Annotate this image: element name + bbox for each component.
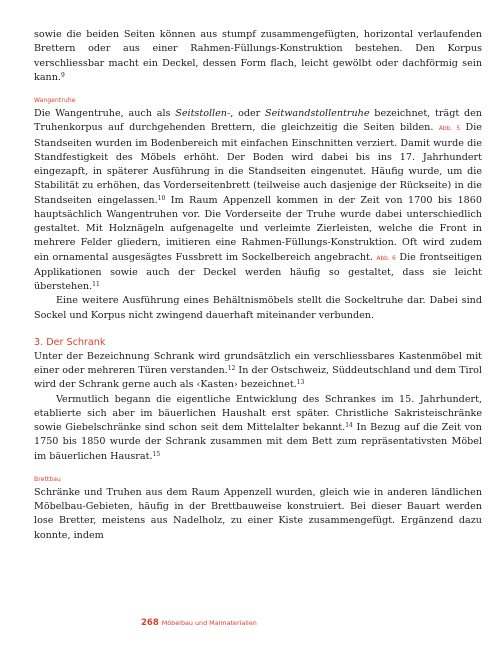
footnote-ref[interactable]: 10 bbox=[157, 194, 166, 202]
footnote-ref[interactable]: 14 bbox=[345, 422, 353, 429]
footnote-ref[interactable]: 13 bbox=[296, 379, 305, 387]
term-seitstollen: Seitstollen- bbox=[175, 108, 231, 119]
chapter-title: Möbelbau und Malmaterialien bbox=[161, 619, 257, 627]
section-heading-schrank: 3. Der Schrank bbox=[34, 336, 106, 348]
page-body bbox=[34, 28, 482, 543]
brettbau-paragraph-1: Schränke und Truhen aus dem Raum Appenzell wurden, gleich wie in anderen ländlichen Möbelbau-Gebieten, häufig in der Brettbauweise konstruiert. Bei dieser Bauart werden lose Bretter, meistens aus Nadelholz, zu einer Kiste zusammengefügt. Ergänzend dazu konnte, indem bbox=[34, 486, 482, 541]
intro-paragraph bbox=[34, 28, 482, 85]
intro-text: sowie die beiden Seiten können aus stumpf zusammengefügten, horizontal verlaufenden Brettern oder aus einer Rahmen-Füllungs-Konstruktion bestehen. Den Korpus verschliessbar macht ein Deckel, dessen Form flach, leicht gewölbt oder dachförmig sein kann. bbox=[34, 29, 482, 83]
footnote-ref[interactable]: 15 bbox=[152, 450, 161, 458]
wangentruhe-paragraph-2: Eine weitere Ausführung eines Behältnismöbels stellt die Sockeltruhe dar. Dabei sind Sockel und Korpus nicht zwingend dauerhaft miteinander verbunden. bbox=[34, 295, 482, 321]
figure-reference[interactable]: Abb. 6 bbox=[376, 255, 396, 262]
figure-reference[interactable]: Abb. 5 bbox=[438, 126, 461, 133]
term-seitwandstollentruhe: Seitwandstollentruhe bbox=[265, 108, 370, 119]
subheading-wangentruhe: Wangentruhe bbox=[34, 97, 76, 104]
wangentruhe-paragraph-1: Die Wangentruhe, auch als Seitstollen-, oder Seitwandstollentruhe bezeichnet, trägt den Truhenkorpus auf durchgehenden Brettern, die gleichzeitig die Seiten bilden. Abb. 5 Die Standseiten wurden im Bodenbereich mit einfachen Einschnitten verziert. Damit wurde die Standfestigkeit des Möbels erhöht. Der Boden wird dabei bis ins 17. Jahrhundert eingezapft, in späterer Ausführung in die Standseiten eingenutet. Häufig wurde, um die Stabilität zu erhöhen, das Vorderseitenbrett (teilweise auch dasjenige der Rückseite) in die Standseiten eingelassen.$^{10}$ Im Raum Appenzell kommen in der Zeit von 1700 bis 1860 hauptsächlich Wangentruhen vor. Die Vorderseite der Truhe wurde dabei unterschiedlich gestaltet. Mit Holznägeln aufgenagelte und verleimte Zierleisten, welche die Front in mehrere Felder gliedern, imitieren eine Rahmen-Füllungs-Konstruktion. Oft wird zudem ein ornamental ausgesägtes Fussbrett im Sockelbereich angebracht. Abb. 6 Die frontseitigen Applikationen sowie auch der Deckel werden häufig so gestaltet, dass sie leicht überstehen.$^{11}$ bbox=[34, 108, 482, 292]
footnote-ref[interactable]: 11 bbox=[92, 281, 100, 288]
schrank-paragraph-1: Unter der Bezeichnung Schrank wird grundsätzlich ein verschliessbares Kastenmöbel mit einer oder mehreren Türen verstanden.$^{12}$ In der Ostschweiz, Süddeutschland und dem Tirol wird der Schrank gerne auch als ‹Kasten› bezeichnet.$^{13}$ bbox=[34, 350, 483, 391]
schrank-paragraph-2: Vermutlich begann die eigentliche Entwicklung des Schrankes im 15. Jahrhundert, etablierte sich aber im bäuerlichen Haushalt erst später. Christliche Sakristeischränke sowie Giebelschränke sind schon seit dem Mittelalter bekannt.$^{14}$ In Bezug auf die Zeit von 1750 bis 1850 wurde der Schrank zusammen mit dem Bett zum repräsentativsten Möbel im bäuerlichen Hausrat.$^{15}$ bbox=[34, 393, 482, 462]
subheading-brettbau: Brettbau bbox=[34, 475, 61, 483]
page-footer bbox=[141, 610, 257, 629]
footnote-ref[interactable]: 9 bbox=[60, 71, 65, 79]
page-number: 268 bbox=[141, 618, 159, 628]
footnote-ref[interactable]: 12 bbox=[227, 365, 236, 372]
